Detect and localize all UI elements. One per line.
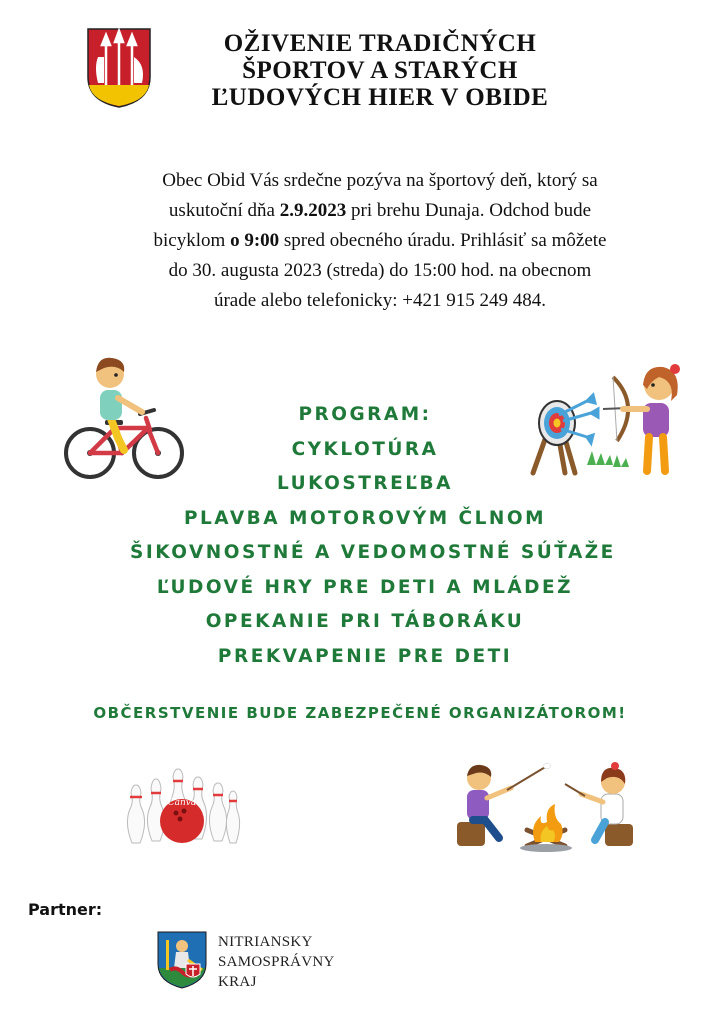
invitation-text: Obec Obid Vás srdečne pozýva na športový deň, ktorý sa xyxy=(162,170,598,191)
invitation-line xyxy=(100,196,660,226)
village-crest-icon xyxy=(86,27,152,109)
program-heading: PROGRAM: xyxy=(298,404,432,425)
page-title xyxy=(160,30,600,111)
program-item: PLAVBA MOTOROVÝM ČLNOM xyxy=(183,507,547,529)
invitation-contact: úrade alebo telefonicky: +421 915 249 484. xyxy=(213,290,547,311)
partner-name xyxy=(218,932,335,992)
partner-name-line: KRAJ xyxy=(218,974,257,990)
program-item: ĽUDOVÉ HRY PRE DETI A MLÁDEŽ xyxy=(156,576,574,598)
invitation-text: uskutoční dňa xyxy=(168,200,280,221)
invitation-line xyxy=(100,166,660,196)
partner-name-line: SAMOSPRÁVNY xyxy=(218,954,335,970)
invitation-text: pri brehu Dunaja. Odchod bude xyxy=(346,200,592,221)
bowling-pins-illustration xyxy=(122,765,242,845)
program-item: LUKOSTREĽBA xyxy=(277,473,453,494)
kids-campfire-illustration xyxy=(455,760,640,855)
invitation-text: bicyklom xyxy=(153,230,231,251)
program-list xyxy=(130,400,616,676)
program-item: OPEKANIE PRI TÁBORÁKU xyxy=(205,611,525,632)
program-item: ŠIKOVNOSTNÉ A VEDOMOSTNÉ SÚŤAŽE xyxy=(130,542,616,563)
departure-time: o 9:00 xyxy=(230,230,280,251)
bowling-ball-text: Canva xyxy=(167,798,197,808)
invitation-line xyxy=(100,256,660,286)
nitra-region-crest-icon xyxy=(156,930,208,990)
partner-name-line: NITRIANSKY xyxy=(218,934,313,950)
invitation-paragraph xyxy=(100,166,660,316)
program-item: PREKVAPENIE PRE DETI xyxy=(217,645,513,667)
program-item: CYKLOTÚRA xyxy=(291,438,439,460)
title-line: OŽIVENIE TRADIČNÝCH xyxy=(223,30,537,57)
invitation-line xyxy=(100,226,660,256)
invitation-text: spred obecného úradu. Prihlásiť sa môžete xyxy=(279,230,607,251)
title-line: ĽUDOVÝCH HIER V OBIDE xyxy=(211,84,549,111)
event-date: 2.9.2023 xyxy=(279,200,347,221)
invitation-text: do 30. augusta 2023 (streda) do 15:00 hod. na obecnom xyxy=(168,260,592,281)
invitation-line xyxy=(100,286,660,316)
refreshments-notice: OBČERSTVENIE BUDE ZABEZPEČENÉ ORGANIZÁTOROM! xyxy=(93,704,627,722)
partner-label: Partner: xyxy=(28,900,103,919)
title-line: ŠPORTOV A STARÝCH xyxy=(242,57,518,84)
